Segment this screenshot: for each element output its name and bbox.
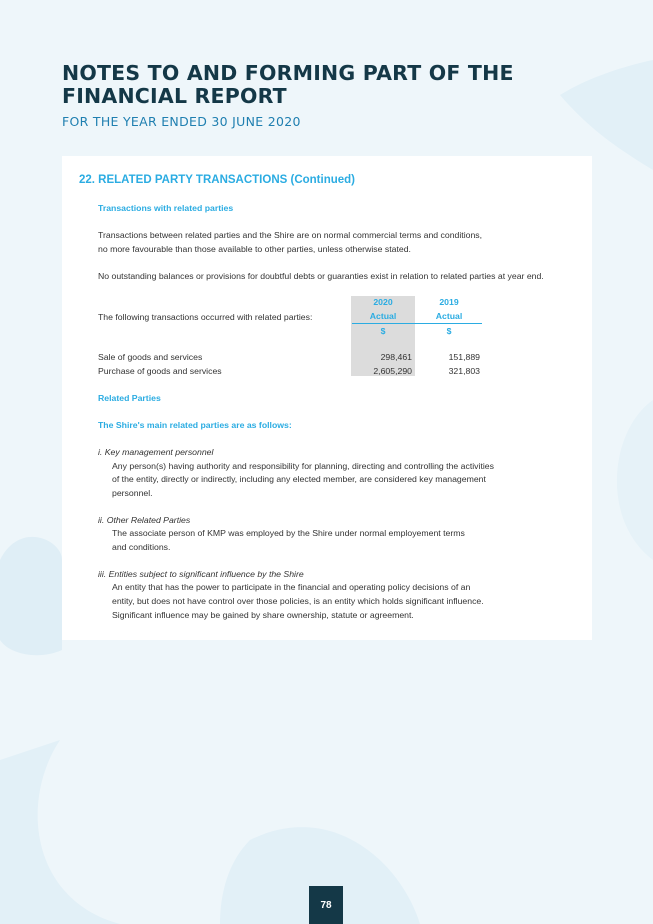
item-line: entity, but does not have control over those policies, is an entity which holds significant influence.: [112, 596, 484, 606]
item-line: personnel.: [112, 488, 153, 498]
column-2020-year: 2020: [373, 297, 393, 307]
item-line: and conditions.: [112, 542, 171, 552]
page-title: [62, 62, 514, 108]
bg-shape-right-arc: [617, 400, 653, 560]
page-subtitle: FOR THE YEAR ENDED 30 JUNE 2020: [62, 114, 301, 129]
table-cell-2019: 151,889: [448, 352, 480, 362]
bg-shape-top-right: [560, 60, 653, 170]
item-line: of the entity, directly or indirectly, including any elected member, are considered key management: [112, 474, 486, 484]
page-title-line1: NOTES TO AND FORMING PART OF THE: [62, 61, 514, 85]
paragraph-line: Transactions between related parties and the Shire are on normal commercial terms and conditions,: [98, 230, 483, 240]
table-intro: The following transactions occurred with related parties:: [98, 312, 313, 322]
table-row-label: Sale of goods and services: [98, 352, 203, 362]
note-heading: 22. RELATED PARTY TRANSACTIONS (Continued): [79, 174, 355, 186]
item-title: i. Key management personnel: [98, 447, 214, 457]
page-number: 78: [309, 886, 343, 924]
item-title: iii. Entities subject to significant influence by the Shire: [98, 569, 304, 579]
paragraph-line: no more favourable than those available to other parties, unless otherwise stated.: [98, 244, 411, 254]
table-cell-2020: 298,461: [380, 352, 412, 362]
column-2020-unit: $: [380, 326, 386, 336]
column-2019-year: 2019: [439, 297, 459, 307]
item-line: Any person(s) having authority and responsibility for planning, directing and controlling the activities: [112, 461, 494, 471]
table-cell-2020: 2,605,290: [373, 366, 412, 376]
column-header-rule: [352, 323, 482, 324]
main-parties-heading: The Shire's main related parties are as follows:: [98, 420, 292, 430]
table-row-label: Purchase of goods and services: [98, 366, 222, 376]
related-parties-heading: Related Parties: [98, 393, 161, 403]
bg-shape-left-blob: [0, 537, 62, 655]
column-2020-label: Actual: [369, 311, 397, 321]
item-title: ii. Other Related Parties: [98, 515, 191, 525]
paragraph-line: No outstanding balances or provisions for doubtful debts or guaranties exist in relation to related parties at year end.: [98, 271, 544, 281]
column-2019-label: Actual: [435, 311, 463, 321]
item-line: An entity that has the power to participate in the financial and operating policy decisions of an: [112, 582, 471, 592]
page-title-line2: FINANCIAL REPORT: [62, 84, 287, 108]
page-header: [62, 62, 514, 129]
table-cell-2019: 321,803: [448, 366, 480, 376]
item-line: Significant influence may be gained by share ownership, statute or agreement.: [112, 610, 414, 620]
bg-shape-bottom-left: [0, 740, 120, 924]
transactions-heading: Transactions with related parties: [98, 203, 234, 213]
item-line: The associate person of KMP was employed by the Shire under normal employement terms: [112, 528, 465, 538]
column-2019-unit: $: [446, 326, 452, 336]
